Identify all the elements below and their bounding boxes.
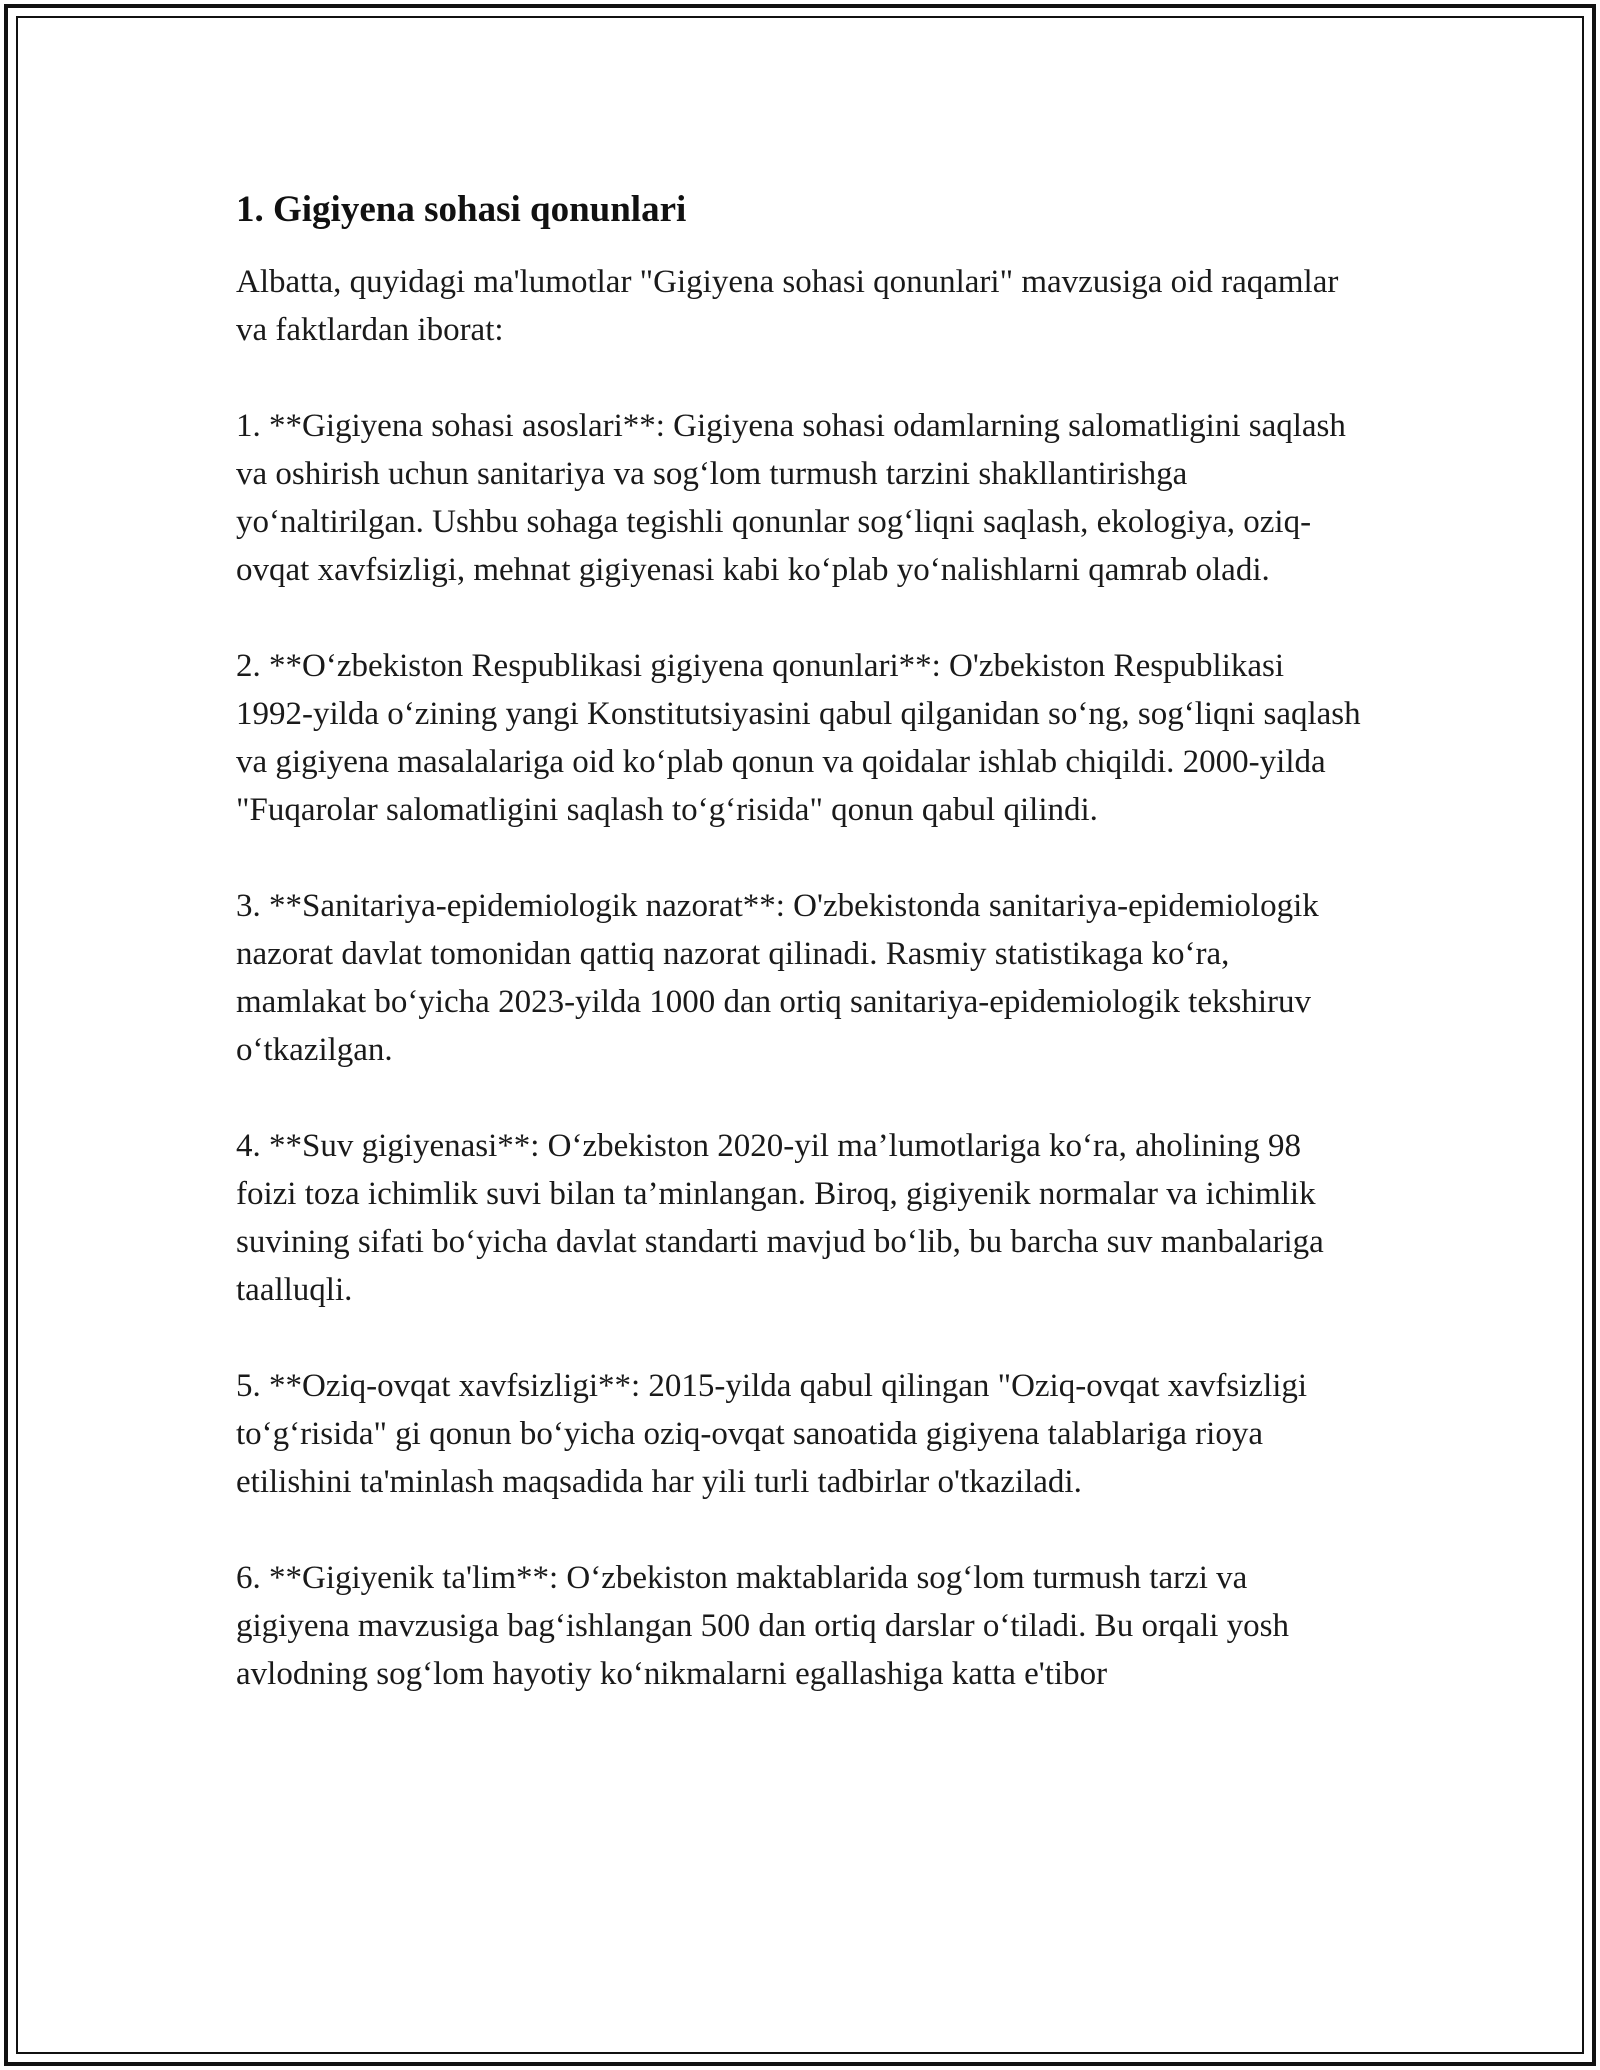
paragraph-3-sanitariya-nazorat: 3. **Sanitariya-epidemiologik nazorat**: O'zbekistonda sanitariya-epidemiologik nazorat davlat tomonidan qattiq nazorat qilinadi. Rasmiy statistikaga ko‘ra, mamlakat bo‘yicha 2023-yilda 1000 dan ortiq sanitariya-epidemiologik tekshiruv o‘tkazilgan.: [236, 888, 1319, 1068]
paragraph-2-gigiyena-qonunlari: 2. **O‘zbekiston Respublikasi gigiyena qonunlari**: O'zbekiston Respublikasi 1992-yilda o‘zining yangi Konstitutsiyasini qabul qilganidan so‘ng, sog‘liqni saqlash va gigiyena masalalariga oid ko‘plab qonun va qoidalar ishlab chiqildi. 2000-yilda "Fuqarolar salomatligini saqlash to‘g‘risida" qonun qabul qilindi.: [236, 648, 1361, 828]
paragraph-5-oziq-ovqat-xavfsizligi: 5. **Oziq-ovqat xavfsizligi**: 2015-yilda qabul qilingan "Oziq-ovqat xavfsizligi to‘g‘risida" gi qonun bo‘yicha oziq-ovqat sanoatida gigiyena talablariga rioya etilishini ta'minlash maqsadida har yili turli tadbirlar o'tkaziladi.: [236, 1368, 1308, 1500]
document-title: 1. Gigiyena sohasi qonunlari: [236, 189, 687, 230]
paragraph-1-gigiyena-asoslari: 1. **Gigiyena sohasi asoslari**: Gigiyena sohasi odamlarning salomatligini saqlash va oshirish uchun sanitariya va sog‘lom turmush tarzini shakllantirishga yo‘naltirilgan. Ushbu sohaga tegishli qonunlar sog‘liqni saqlash, ekologiya, oziq-ovqat xavfsizligi, mehnat gigiyenasi kabi ko‘plab yo‘nalishlarni qamrab oladi.: [236, 408, 1346, 588]
paragraph-intro: Albatta, quyidagi ma'lumotlar "Gigiyena sohasi qonunlari" mavzusiga oid raqamlar va faktlardan iborat:: [236, 264, 1339, 348]
document-body: [236, 185, 1366, 1746]
paragraph-6-gigiyenik-talim: 6. **Gigiyenik ta'lim**: O‘zbekiston maktablarida sog‘lom turmush tarzi va gigiyena mavzusiga bag‘ishlangan 500 dan ortiq darslar o‘tiladi. Bu orqali yosh avlodning sog‘lom hayotiy ko‘nikmalarni egallashiga katta e'tibor: [236, 1560, 1290, 1692]
paragraph-4-suv-gigiyenasi: 4. **Suv gigiyenasi**: O‘zbekiston 2020-yil ma’lumotlariga ko‘ra, aholining 98 foizi toza ichimlik suvi bilan ta’minlangan. Biroq, gigiyenik normalar va ichimlik suvining sifati bo‘yicha davlat standarti mavjud bo‘lib, bu barcha suv manbalariga taalluqli.: [236, 1128, 1324, 1308]
